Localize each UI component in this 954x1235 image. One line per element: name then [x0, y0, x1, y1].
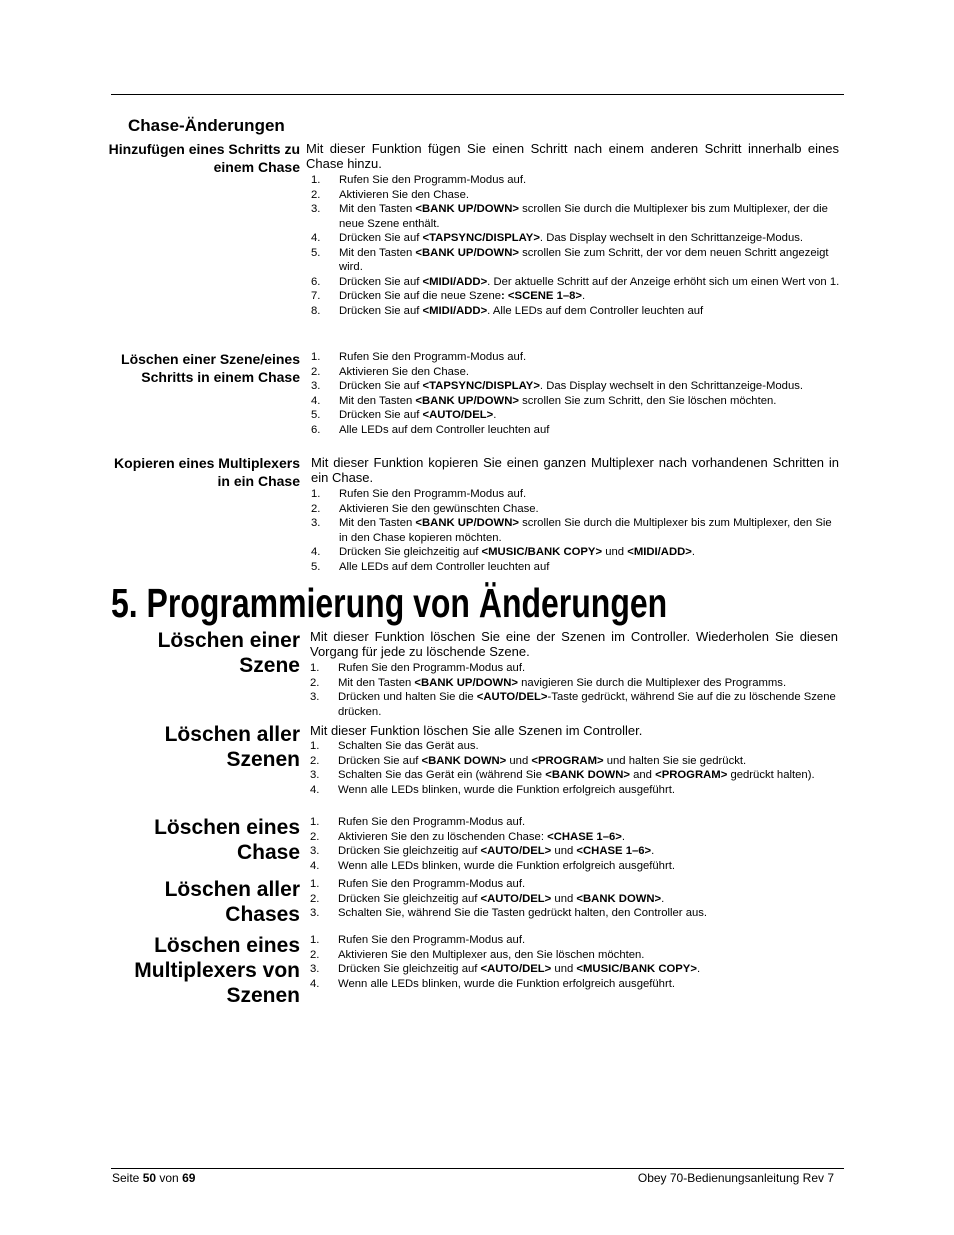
- list-item-text: Drücken Sie auf <MIDI/ADD>. Alle LEDs auf dem Controller leuchten auf: [339, 304, 704, 317]
- copy-multiplexer-list: [311, 487, 841, 574]
- list-item: [310, 859, 840, 874]
- delete-chase-list: [310, 815, 840, 873]
- list-item: [310, 830, 840, 845]
- list-item-number: 6.: [311, 423, 321, 436]
- list-item-number: 3.: [310, 907, 320, 919]
- list-item-number: 6.: [311, 275, 321, 288]
- list-item-number: 1.: [310, 740, 320, 752]
- list-item: [311, 246, 841, 275]
- list-item: [310, 754, 840, 769]
- list-item-text: Drücken Sie gleichzeitig auf <AUTO/DEL> und <BANK DOWN>.: [338, 892, 665, 905]
- list-item-number: 2.: [310, 892, 320, 905]
- list-item: [311, 231, 841, 246]
- list-item: [311, 275, 841, 290]
- list-item-text: Mit den Tasten <BANK UP/DOWN> scrollen Sie zum Schritt, den Sie löschen möchten.: [339, 394, 777, 407]
- list-item-number: 4.: [311, 546, 321, 558]
- section-title: Chase-Änderungen: [128, 116, 285, 135]
- list-item-number: 4.: [310, 977, 320, 990]
- list-item-text: Aktivieren Sie den zu löschenden Chase: <CHASE 1–6>.: [338, 830, 625, 843]
- list-item-number: 2.: [310, 676, 320, 689]
- copy-multiplexer-heading: Kopieren eines Multiplexers in ein Chase: [114, 455, 300, 489]
- list-item-text: Rufen Sie den Programm-Modus auf.: [339, 174, 527, 186]
- list-item: [311, 173, 841, 188]
- delete-all-scenes-heading: Löschen aller Szenen: [164, 723, 300, 771]
- list-item-number: 1.: [310, 934, 320, 946]
- list-item: [311, 202, 841, 231]
- delete-all-chases-list: [310, 877, 840, 921]
- list-item: [311, 394, 841, 409]
- list-item-text: Schalten Sie das Gerät aus.: [338, 740, 479, 752]
- delete-chase-heading: Löschen eines Chase: [154, 816, 300, 864]
- list-item: [311, 560, 841, 575]
- add-step-intro: Mit dieser Funktion fügen Sie einen Schritt nach einem anderen Schritt innerhalb eines Chase hinzu.: [306, 141, 839, 171]
- list-item-number: 8.: [311, 304, 321, 317]
- list-item-number: 5.: [311, 246, 321, 259]
- list-item-text: Wenn alle LEDs blinken, wurde die Funktion erfolgreich ausgeführt.: [338, 977, 676, 990]
- list-item-text: Rufen Sie den Programm-Modus auf.: [339, 351, 527, 363]
- list-item-text: Mit den Tasten <BANK UP/DOWN> navigieren Sie durch die Multiplexer des Programms.: [338, 676, 787, 689]
- list-item: [311, 423, 841, 438]
- list-item-text: Rufen Sie den Programm-Modus auf.: [338, 934, 526, 946]
- list-item-number: 2.: [311, 502, 321, 515]
- list-item-number: 4.: [310, 859, 320, 872]
- delete-all-chases-heading: Löschen aller Chases: [164, 878, 300, 926]
- list-item-number: 4.: [311, 232, 321, 244]
- list-item-number: 2.: [310, 830, 320, 843]
- list-item-number: 5.: [311, 560, 321, 573]
- top-rule: [111, 94, 844, 95]
- list-item: [311, 502, 841, 517]
- list-item-text: Drücken Sie gleichzeitig auf <AUTO/DEL> und <CHASE 1–6>.: [338, 845, 655, 857]
- delete-step-heading: Löschen einer Szene/eines Schritts in einem Chase: [121, 351, 300, 385]
- delete-multiplexer-list: [310, 933, 840, 991]
- list-item-text: Alle LEDs auf dem Controller leuchten auf: [339, 560, 550, 573]
- list-item: [310, 877, 840, 892]
- list-item: [310, 892, 840, 907]
- page-current: 50: [142, 1171, 157, 1185]
- delete-all-scenes-intro: Mit dieser Funktion löschen Sie alle Szenen im Controller.: [310, 723, 643, 738]
- list-item: [310, 690, 840, 719]
- list-item-text: Drücken Sie auf <TAPSYNC/DISPLAY>. Das Display wechselt in den Schrittanzeige-Modus.: [339, 380, 804, 392]
- list-item-number: 3.: [311, 380, 321, 392]
- copy-multiplexer-intro: Mit dieser Funktion kopieren Sie einen ganzen Multiplexer nach vorhandenen Schritten in ein Chase.: [311, 455, 839, 485]
- list-item-text: Mit den Tasten <BANK UP/DOWN> scrollen Sie durch die Multiplexer bis zum Multiplexer, der die neue Szene enthält.: [339, 203, 828, 230]
- document-title: Obey 70-Bedienungsanleitung Rev 7: [637, 1171, 834, 1185]
- list-item: [310, 815, 840, 830]
- list-item: [311, 188, 841, 203]
- page-prefix: Seite: [112, 1171, 143, 1185]
- list-item-number: 1.: [311, 488, 321, 500]
- delete-step-list: [311, 350, 841, 437]
- list-item: [311, 365, 841, 380]
- list-item: [311, 289, 841, 304]
- list-item: [311, 516, 841, 545]
- list-item: [310, 962, 840, 977]
- list-item-number: 4.: [311, 394, 321, 407]
- list-item-text: Drücken Sie gleichzeitig auf <AUTO/DEL> und <MUSIC/BANK COPY>.: [338, 963, 701, 975]
- list-item-number: 2.: [310, 754, 320, 767]
- list-item-text: Rufen Sie den Programm-Modus auf.: [338, 878, 526, 890]
- list-item-text: Drücken Sie auf <MIDI/ADD>. Der aktuelle Schritt auf der Anzeige erhöht sich um einen Wert von 1.: [339, 275, 840, 288]
- list-item-number: 1.: [311, 351, 321, 363]
- list-item: [310, 844, 840, 859]
- list-item: [310, 948, 840, 963]
- list-item-number: 2.: [310, 948, 320, 961]
- list-item-number: 3.: [311, 517, 321, 529]
- list-item-number: 3.: [310, 963, 320, 975]
- list-item: [310, 768, 840, 783]
- list-item-number: 5.: [311, 409, 321, 421]
- list-item-number: 1.: [310, 878, 320, 890]
- list-item: [311, 545, 841, 560]
- delete-scene-list: [310, 661, 840, 719]
- list-item: [311, 379, 841, 394]
- list-item-number: 4.: [310, 783, 320, 796]
- list-item-number: 7.: [311, 290, 321, 302]
- delete-all-scenes-list: [310, 739, 840, 797]
- delete-scene-heading: Löschen einer Szene: [157, 629, 300, 677]
- list-item-text: Aktivieren Sie den Chase.: [339, 365, 469, 378]
- list-item: [310, 906, 840, 921]
- list-item-text: Aktivieren Sie den Chase.: [339, 188, 469, 201]
- list-item-number: 3.: [311, 203, 321, 215]
- list-item-text: Mit den Tasten <BANK UP/DOWN> scrollen Sie zum Schritt, der vor dem neuen Schritt angezeigt wird.: [339, 246, 829, 273]
- list-item-number: 3.: [310, 845, 320, 857]
- list-item-text: Drücken Sie auf die neue Szene: <SCENE 1–8>.: [339, 290, 586, 302]
- list-item: [310, 783, 840, 798]
- list-item-text: Drücken Sie auf <BANK DOWN> und <PROGRAM> und halten Sie sie gedrückt.: [338, 754, 747, 767]
- list-item-text: Alle LEDs auf dem Controller leuchten auf: [339, 423, 550, 436]
- list-item-text: Drücken Sie auf <AUTO/DEL>.: [339, 409, 497, 421]
- list-item-text: Aktivieren Sie den Multiplexer aus, den Sie löschen möchten.: [338, 948, 645, 961]
- list-item-text: Schalten Sie das Gerät ein (während Sie <BANK DOWN> and <PROGRAM> gedrückt halten).: [338, 769, 815, 781]
- list-item-text: Rufen Sie den Programm-Modus auf.: [338, 662, 526, 674]
- bottom-rule: [111, 1168, 844, 1169]
- list-item-text: Aktivieren Sie den gewünschten Chase.: [339, 502, 539, 515]
- list-item-text: Drücken Sie gleichzeitig auf <MUSIC/BANK COPY> und <MIDI/ADD>.: [339, 546, 696, 558]
- list-item-text: Mit den Tasten <BANK UP/DOWN> scrollen Sie durch die Multiplexer bis zum Multiplexer, den Sie in den Chase kopieren möchten.: [339, 517, 832, 544]
- list-item-number: 1.: [310, 662, 320, 674]
- page-total: 69: [182, 1171, 196, 1185]
- list-item-text: Drücken Sie auf <TAPSYNC/DISPLAY>. Das Display wechselt in den Schrittanzeige-Modus.: [339, 232, 804, 244]
- list-item-text: Wenn alle LEDs blinken, wurde die Funktion erfolgreich ausgeführt.: [338, 783, 676, 796]
- delete-multiplexer-heading: Löschen eines Multiplexers von Szenen: [134, 934, 300, 1007]
- list-item-number: 2.: [311, 188, 321, 201]
- list-item: [310, 977, 840, 992]
- add-step-heading: Hinzufügen eines Schritts zu einem Chase: [108, 141, 300, 175]
- list-item-number: 3.: [310, 691, 320, 703]
- list-item: [311, 487, 841, 502]
- list-item-number: 1.: [310, 816, 320, 828]
- list-item-number: 3.: [310, 769, 320, 781]
- list-item: [310, 676, 840, 691]
- list-item-text: Rufen Sie den Programm-Modus auf.: [339, 488, 527, 500]
- list-item: [311, 408, 841, 423]
- add-step-list: [311, 173, 841, 318]
- page-mid: von: [156, 1171, 183, 1185]
- list-item: [311, 304, 841, 319]
- chapter-title: 5. Programmierung von Änderungen: [111, 580, 668, 626]
- page-number: [112, 1171, 195, 1185]
- list-item-text: Schalten Sie, während Sie die Tasten gedrückt halten, den Controller aus.: [338, 907, 708, 919]
- delete-scene-intro: Mit dieser Funktion löschen Sie eine der Szenen im Controller. Wiederholen Sie diesen Vorgang für jede zu löschende Szene.: [310, 629, 838, 659]
- list-item: [310, 739, 840, 754]
- list-item-number: 1.: [311, 174, 321, 186]
- list-item: [310, 661, 840, 676]
- list-item: [310, 933, 840, 948]
- list-item-text: Wenn alle LEDs blinken, wurde die Funktion erfolgreich ausgeführt.: [338, 859, 676, 872]
- list-item: [311, 350, 841, 365]
- list-item-text: Rufen Sie den Programm-Modus auf.: [338, 816, 526, 828]
- list-item-number: 2.: [311, 365, 321, 378]
- list-item-text: Drücken und halten Sie die <AUTO/DEL>-Taste gedrückt, während Sie auf die zu löschende Szene drücken.: [338, 691, 836, 718]
